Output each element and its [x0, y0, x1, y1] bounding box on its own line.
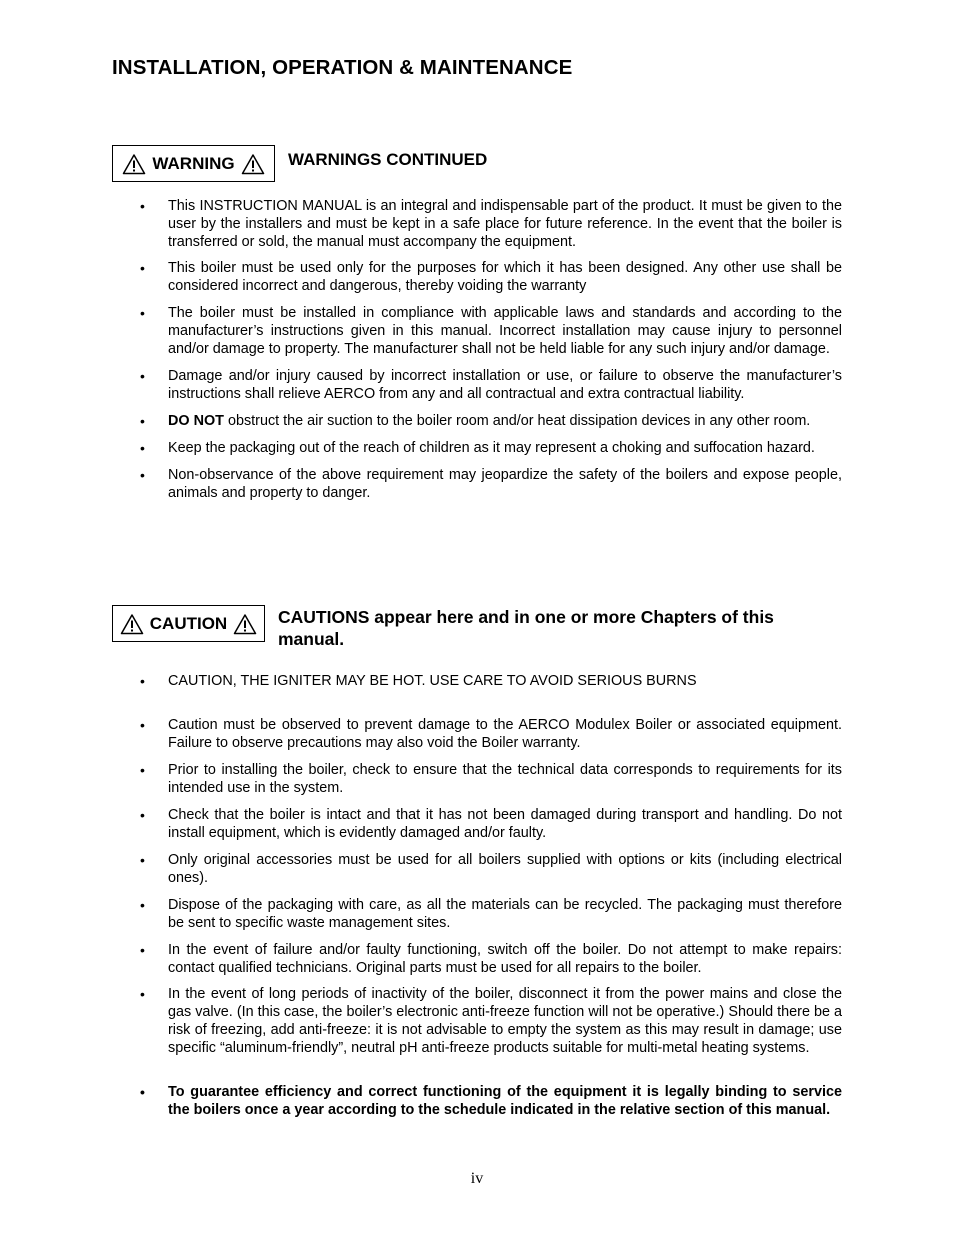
list-item: • In the event of long periods of inactivity of the boiler, disconnect it from the power mains and close the gas valve. (In this case, the boiler’s electronic anti-freeze function will not be operative.) Should there be a risk of freezing, add anti-freeze: it is not advisable to empty the system as this may result in damage; use specific “aluminum-friendly”, neutral pH anti-freeze products suitable for multi-metal heating systems.: [140, 986, 842, 1056]
list-item: • In the event of failure and/or faulty functioning, switch off the boiler. Do not attempt to make repairs: contact qualified technicians. Original parts must be used for all repairs to the boiler.: [140, 942, 842, 976]
warning-triangle-icon: [120, 613, 144, 635]
warning-triangle-icon: [122, 153, 146, 175]
list-item: • This INSTRUCTION MANUAL is an integral and indispensable part of the product. It must be given to the user by the installers and must be kept in a safe place for future reference. In the event that the boiler is transferred or sold, the manual must accompany the equipment.: [140, 198, 842, 250]
list-item: • Keep the packaging out of the reach of children as it may represent a choking and suffocation hazard.: [140, 440, 815, 456]
warning-badge-label: WARNING: [152, 153, 235, 173]
list-item: • Dispose of the packaging with care, as all the materials can be recycled. The packaging must therefore be sent to specific waste management sites.: [140, 897, 842, 931]
list-item: • Non-observance of the above requirement may jeopardize the safety of the boilers and expose people, animals and property to danger.: [140, 467, 842, 501]
cautions-heading: CAUTIONS appear here and in one or more Chapters of this manual.: [278, 607, 774, 649]
warning-badge: [112, 145, 275, 182]
list-item: • DO NOT obstruct the air suction to the boiler room and/or heat dissipation devices in any other room.: [140, 413, 811, 429]
list-item: • Check that the boiler is intact and that it has not been damaged during transport and handling. Do not install equipment, which is evidently damaged and/or faulty.: [140, 807, 842, 841]
list-item: • Caution must be observed to prevent damage to the AERCO Modulex Boiler or associated equipment. Failure to observe precautions may also void the Boiler warranty.: [140, 717, 842, 751]
warnings-list: [135, 197, 842, 502]
list-item: • Prior to installing the boiler, check to ensure that the technical data corresponds to requirements for its intended use in the system.: [140, 762, 842, 796]
list-item: • Damage and/or injury caused by incorrect installation or use, or failure to observe the manufacturer’s instructions shall relieve AERCO from any and all contractual and extra contractual liability.: [140, 368, 842, 402]
page-title: INSTALLATION, OPERATION & MAINTENANCE: [112, 56, 573, 79]
list-item: • CAUTION, THE IGNITER MAY BE HOT. USE CARE TO AVOID SERIOUS BURNS: [140, 673, 697, 689]
list-item: • Only original accessories must be used for all boilers supplied with options or kits (including electrical ones).: [140, 852, 842, 886]
cautions-list: [135, 672, 842, 1119]
list-item: • To guarantee efficiency and correct functioning of the equipment it is legally binding to service the boilers once a year according to the schedule indicated in the relative section of this manual.: [140, 1084, 842, 1118]
warnings-heading: WARNINGS CONTINUED: [288, 150, 488, 169]
caution-badge-label: CAUTION: [149, 613, 228, 633]
caution-badge: [112, 605, 265, 642]
page-number: iv: [470, 1170, 484, 1187]
list-item: • This boiler must be used only for the purposes for which it has been designed. Any other use shall be considered incorrect and dangerous, thereby voiding the warranty: [140, 260, 842, 294]
warning-triangle-icon: [233, 613, 257, 635]
list-item: • The boiler must be installed in compliance with applicable laws and standards and according to the manufacturer’s instructions given in this manual. Incorrect installation may cause injury to personnel and/or damage to property. The manufacturer shall not be held liable for any such injury and/or damage.: [140, 305, 842, 357]
warning-triangle-icon: [241, 153, 265, 175]
